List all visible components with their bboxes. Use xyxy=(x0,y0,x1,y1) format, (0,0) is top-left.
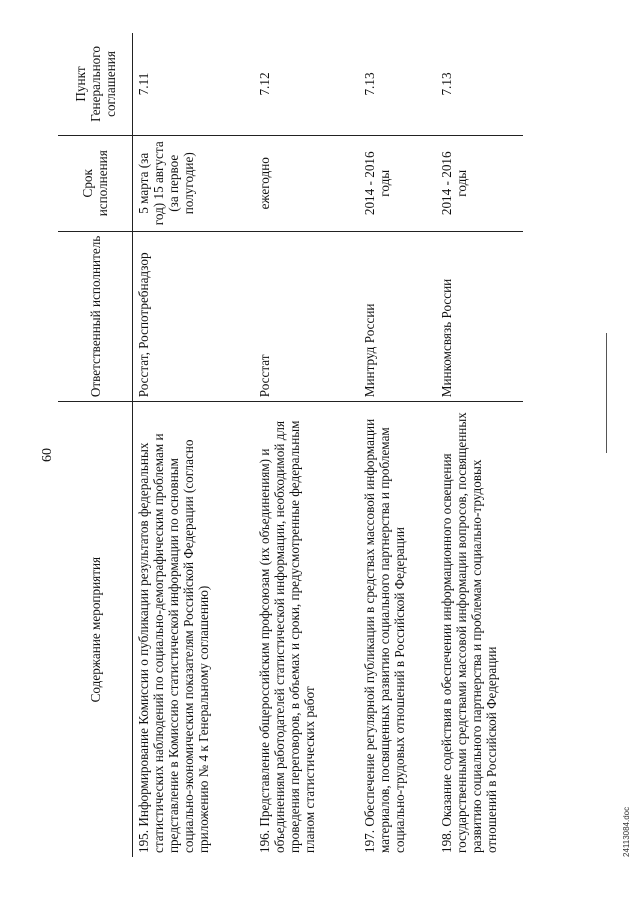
row-content-text: Информирование Комиссии о публикации результатов федеральных статистических наблюдений по социально-демографическим проблемам и представление в Комиссию статистической информации по основным социально-экономическим показателям Российской Федерации (согласно приложению № 4 к Генеральному соглашению) xyxy=(136,433,211,853)
row-number: 196. xyxy=(257,829,272,853)
row-content-text: Оказание содействия в обеспечении информационного освещения государственными средствами массовой информации вопросов, посвященных развитию социального партнерства и проблемам социально-трудовых отношений в Российской Федерации xyxy=(439,412,499,853)
row-term: 5 марта (за год) 15 августа (за первое полугодие) xyxy=(133,135,255,231)
table-row xyxy=(359,33,436,857)
row-number: 198. xyxy=(439,829,454,853)
measures-table-wrapper xyxy=(58,33,523,857)
page-number: 60 xyxy=(40,448,55,462)
row-point: 7.11 xyxy=(136,72,151,96)
document-id: 24113084.doc xyxy=(622,806,631,857)
header-point: Пункт Генерального соглашения xyxy=(58,33,133,135)
table-row xyxy=(254,33,359,857)
table-row xyxy=(436,33,523,857)
row-term: 2014 - 2016 годы xyxy=(436,135,523,231)
row-content-cell xyxy=(359,402,436,857)
row-term: 2014 - 2016 годы xyxy=(359,135,436,231)
row-executor: Росстат xyxy=(254,231,359,402)
row-content-text: Представление общероссийским профсоюзам (их объединениям) и объединениям работодателей статистической информации, необходимой для проведения переговоров, в объемах и сроки, предусмотренные федеральным планом статистических работ xyxy=(257,420,317,853)
table-row xyxy=(133,33,255,857)
header-executor: Ответственный исполнитель xyxy=(58,231,133,402)
row-point: 7.13 xyxy=(439,72,454,96)
row-number: 197. xyxy=(362,829,377,853)
row-executor: Росстат, Роспотребнадзор xyxy=(133,231,255,402)
footer-rule xyxy=(606,333,607,453)
row-content-cell xyxy=(133,402,255,857)
row-term: ежегодно xyxy=(254,135,359,231)
header-term: Срок исполнения xyxy=(58,135,133,231)
row-content-cell xyxy=(436,402,523,857)
row-point: 7.13 xyxy=(362,72,377,96)
row-number: 195. xyxy=(136,829,151,853)
row-executor: Минтруд России xyxy=(359,231,436,402)
row-point: 7.12 xyxy=(257,72,272,96)
row-content-text: Обеспечение регулярной публикации в средствах массовой информации материалов, посвященных развитию социального партнерства и проблемам социально-трудовых отношений в Российской Федерации xyxy=(362,418,407,853)
header-content: Содержание мероприятия xyxy=(58,402,133,857)
row-content-cell xyxy=(254,402,359,857)
row-executor: Минкомсвязь России xyxy=(436,231,523,402)
table-header-row xyxy=(58,33,133,857)
measures-table xyxy=(58,33,523,857)
